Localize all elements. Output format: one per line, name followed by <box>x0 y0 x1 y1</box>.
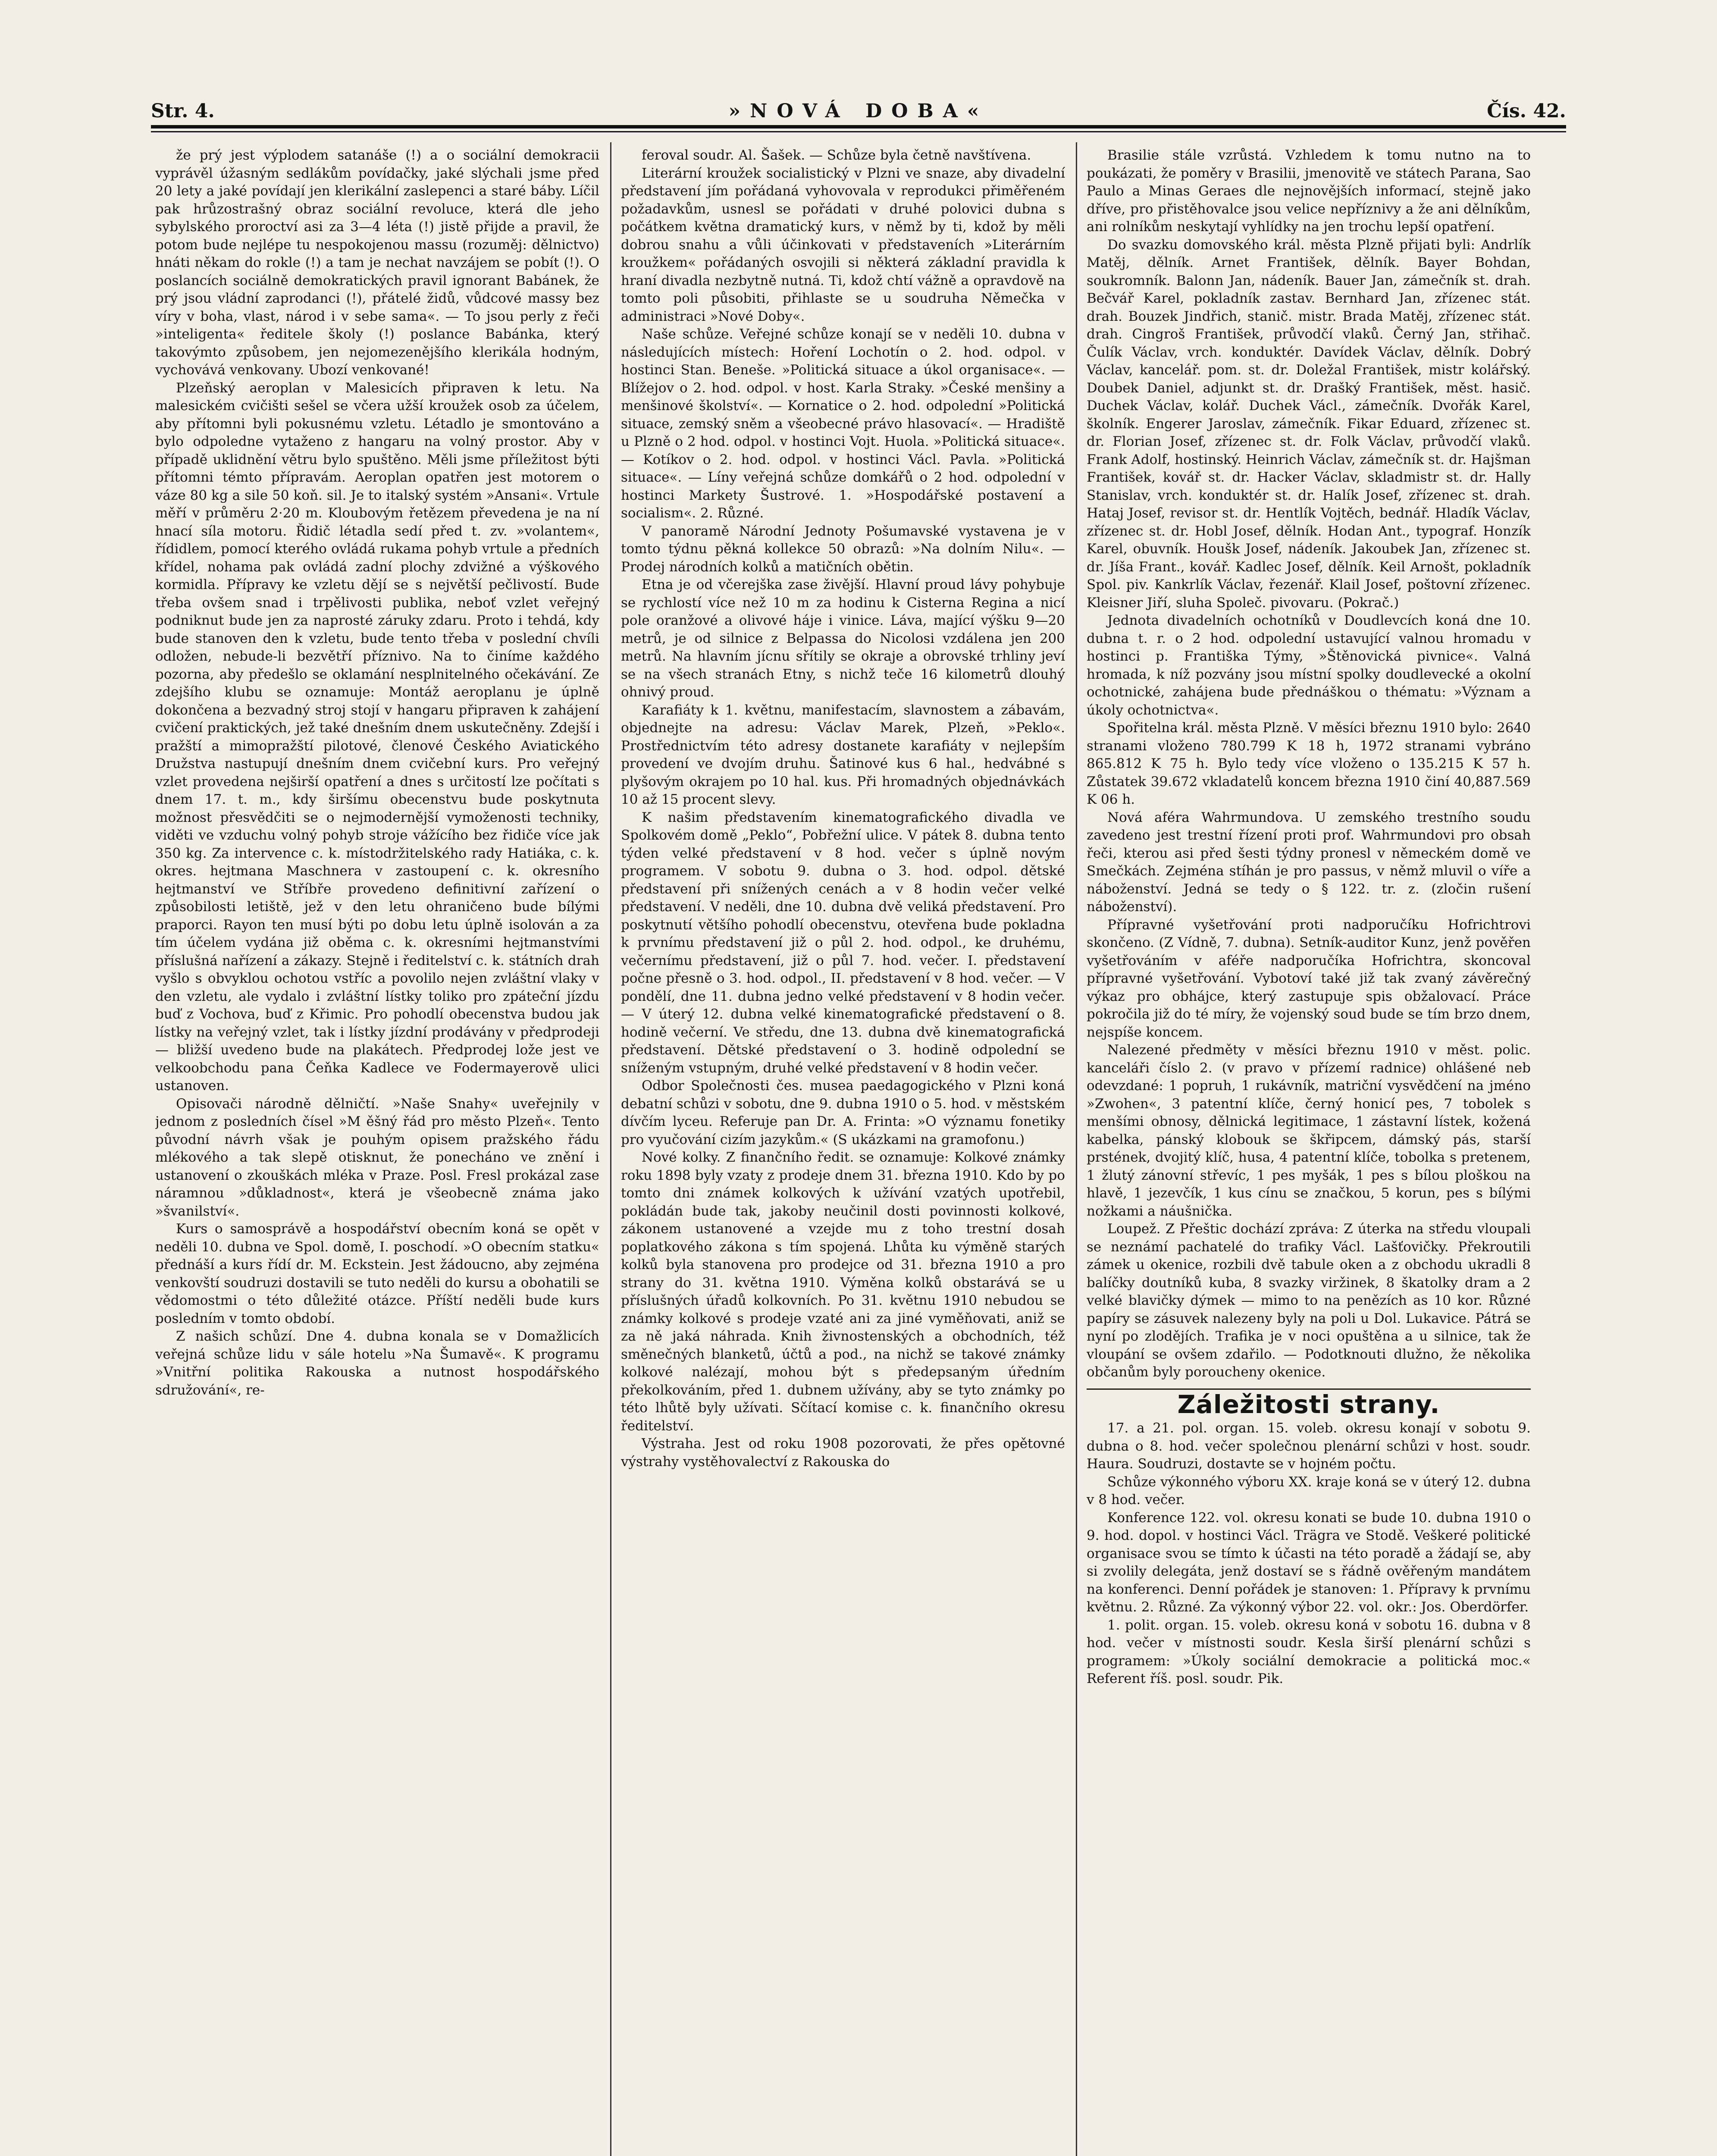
column-3 <box>1087 147 1531 2156</box>
article-etna: Etna je od včerejška zase živější. Hlavní proud lávy pohybuje se rychlostí více než 10 m za hodinu k Cisterna Regina a nicí pole oranžové a olivové háje i vinice. Láva, mající výšku 9—20 metrů, je od silnice z Belpassa do Nicolosi vzdálena jen 200 metrů. Na hlavním jícnu sřítily se okraje a obrovské trhliny jeví se na všech stranách Etny, s nichž teče 16 kilometrů dlouhý ohnivý proud. <box>621 577 1065 700</box>
article-sporitelna: Spořitelna král. města Plzně. V měsíci březnu 1910 bylo: 2640 stranami vloženo 780.799 K 18 h, 1972 stranami vybráno 865.812 K 75 h. Bylo tedy více vloženo o 135.215 K 57 h. Zůstatek 39.672 vkladatelů koncem března 1910 činí 40,887.569 K 06 h. <box>1087 720 1531 807</box>
column-1 <box>155 147 599 2156</box>
party-notice: Schůze výkonného výboru XX. kraje koná se v úterý 12. dubna v 8 hod. večer. <box>1087 1474 1531 1507</box>
article-text: že prý jest výplodem satanáše (!) a o sociální demokracii vyprávěl úžasným sedlákům povídačky, jaké slýchali jsme před 20 lety a jaké povídají jen klerikální zaslepenci a staré báby. Líčil pak hrůzostrašný obraz sociální revoluce, která dle jeho sybylského proroctví asi za 3—4 léta (!) jistě přijde a pravil, že potom bude nejlépe tu nespokojenou massu (rozuměj: dělnictvo) hnáti někam do rokle (!) a tam je nechat navzájem se pobít (!). O poslancích sociálně demokratických pravil ignorant Babánek, že prý jsou vládní zaprodanci (!), přátelé židů, vůdcové massy bez víry v boha, vlast, národ i v sebe sama«. — To jsou perly z řeči »inteligenta« ředitele školy (!) poslance Babánka, který takovýmto způsobem, jen nejomezenějšího klerikála hodným, vychovává venkovany. Ubozí venkované! <box>155 147 599 378</box>
party-notice: 1. polit. organ. 15. voleb. okresu koná v sobotu 16. dubna v 8 hod. večer v místnosti soudr. Kesla širší plenární schůzi s programem: »Úkoly sociální demokracie a politická moc.« Referent říš. posl. soudr. Pik. <box>1087 1617 1531 1686</box>
article-wahrmund: Nová aféra Wahrmundova. U zemského trestního soudu zavedeno jest trestní řízení proti prof. Wahrmundovi pro obsah řeči, kterou asi před šesti týdny pronesl v německém domě ve Smečkách. Zejména stíhán je pro passus, v němž mluvil o víře a náboženství. Jedná se tedy o § 122. tr. z. (zločin rušení náboženství). <box>1087 809 1531 915</box>
article-karafiaty: Karafiáty k 1. květnu, manifestacím, slavnostem a zábavám, objednejte na adresu: Václav Marek, Plzeň, »Peklo«. Prostřednictvím této adresy dostanete karafiáty v nejlepším provedení ve dvojím druhu. Šatinové kus 6 hal., hedvábné s plyšovým okrajem po 10 hal. kus. Při hromadných objednávkách 10 až 15 procent slevy. <box>621 702 1065 807</box>
article-loupez: Loupež. Z Přeštic dochází zpráva: Z úterka na středu vloupali se neznámí pachatelé do trafiky Václ. Lašťovičky. Překroutili zámek u okenice, rozbili dvě tabule oken a z obchodu ukradli 8 balíčky doutníků kuba, 8 svazky viržinek, 8 škatolky dram a 2 velké blavičky dýmek — mimo to na penězích as 10 kor. Různé papíry se zásuvek nalezeny byly na poli u Dol. Lukavice. Pátrá se nyní po zlodějích. Trafika je v noci opuštěna a u silnice, tak že vloupání se ovšem zdařilo. — Podotknouti dlužno, že několika občanům byly poroucheny okenice. <box>1087 1221 1531 1380</box>
article-domovsky-svazek: Do svazku domovského král. města Plzně přijati byli: Andrlík Matěj, dělník. Arnet František, dělník. Bayer Bohdan, soukromník. Balonn Jan, nádeník. Bauer Jan, zámečník st. drah. Bečvář Karel, pokladník zastav. Bernhard Jan, zřízenec stát. drah. Bouzek Jindřich, stanič. mistr. Brada Matěj, zřízenec stát. drah. Cingroš František, průvodčí vlaků. Černý Jan, střihač. Čulík Václav, vrch. konduktér. Davídek Václav, dělník. Dobrý Václav, kancelář. pom. st. dr. Doležal František, mistr kolářský. Doubek Daniel, adjunkt st. dr. Drašký František, měst. hasič. Duchek Václav, kolář. Duchek Václ., zámečník. Dvořák Karel, školník. Engerer Jaroslav, zámečník. Fikar Eduard, zřízenec st. dr. Florian Josef, zřízenec st. dr. Folk Václav, průvodčí vlaků. Frank Adolf, hostinský. Heinrich Václav, zámečník st. dr. Hajšman František, kovář st. dr. Hacker Václav, skladmistr st. dr. Hally Stanislav, vrch. konduktér st. dr. Halík Josef, zřízenec st. drah. Hataj Josef, revisor st. dr. Hentlík Vojtěch, bednář. Hladík Václav, zřízenec st. dr. Hobl Josef, dělník. Hodan Ant., typograf. Honzík Karel, obuvník. Houšk Josef, nádeník. Jakoubek Jan, zřízenec st. dr. Jíša Frant., kovář. Kadlec Josef, dělník. Keil Arnošt, pokladník Spol. piv. Kankrlík Václav, řezenář. Klail Josef, poštovní zřízenec. Kleisner Jiří, sluha Společ. pivovaru. (Pokrač.) <box>1087 237 1531 611</box>
article-hofrichter: Přípravné vyšetřování proti nadporučíku Hofrichtrovi skončeno. (Z Vídně, 7. dubna). Setník-auditor Kunz, jenž pověřen vyšetřováním v aféře nadporučíka Hofrichtra, skoncoval přípravné vyšetřování. Vybotoví také již tak zvaný závěrečný výkaz pro obhájce, který zastupuje spis obžalovací. Práce pokročila již do té míry, že vojenský soud bude se tím brzo dnem, nejspíše koncem. <box>1087 917 1531 1040</box>
article-opisovaci: Opisovači národně dělničtí. »Naše Snahy« uveřejnily v jednom z posledních čísel »M ěšný řád pro město Plzeň«. Tento původní návrh však je pouhým opisem pražského řádu mlékového a tak slepě otisknut, že ponecháno ve znění i ustanovení o zkouškách mléka v Praze. Posl. Fresl prokázal zase náramnou »důkladnost«, která je všeobecně známa jako »švanilství«. <box>155 1096 599 1219</box>
article-text: feroval soudr. Al. Šašek. — Schůze byla četně navštívena. <box>642 147 1031 163</box>
page-number: Str. 4. <box>151 100 215 122</box>
article-schuze: Z našich schůzí. Dne 4. dubna konala se v Domažlicích veřejná schůze lidu v sále hotelu »Na Šumavě«. K programu »Vnitřní politika Rakouska a nutnost hospodářského sdružování«, re- <box>155 1329 599 1398</box>
column-divider <box>610 142 611 2156</box>
article-kolky: Nové kolky. Z finančního ředit. se oznamuje: Kolkové známky roku 1898 byly vzaty z prodeje dnem 31. března 1910. Kdo by po tomto dni známek kolkových k užívání vzatých upotřebil, pokládán bude tak, jakoby neučinil dosti povinnosti kolkové, zákonem ustanovené a vzejde mu z toho trestní dosah poplatkového zákona s tím spojená. Lhůta ku výměně starých kolků byla stanovena pro prodejce od 31. března 1910 a pro strany do 31. května 1910. Výměna kolků obstarává se u příslušných úřadů kolkovních. Po 31. květnu 1910 nebudou se známky kolkové s prodeje vzaté ani za jiné vyměňovati, aniž se za ně jaká náhrada. Knih živnostenských a obchodních, též směnečných blanketů, účtů a pod., na nichž se takové známky kolkové nalézají, mohou být s předepsaným úředním překolkováním, před 1. dubnem užívány, aby se tyto známky po této lhůtě byly užívati. Sčítací komise c. k. finančního okresu ředitelství. <box>621 1150 1065 1434</box>
issue-number: Čís. 42. <box>1487 100 1566 122</box>
article-nalezene-predmety: Nalezené předměty v měsíci březnu 1910 v měst. polic. kanceláři číslo 2. (v pravo v přízemí radnice) ohlášené neb odevzdané: 1 popruh, 1 rukávník, matriční vysvědčení na jméno »Zwohen«, 3 patentní klíče, černý honicí pes, 7 tobolek s menšími obnosy, dělnická legitimace, 1 zástavní lístek, kožená kabelka, pánský klobouk se škřipcem, dámský pás, starší prstének, dvojitý klíč, husa, 4 patentní klíče, tobolka s pretenem, 1 žlutý zánovní střevíc, 1 pes myšák, 1 pes s bílou ploškou na hlavě, 1 jezevčík, 1 kus cínu se značkou, 5 korun, pes s bílými nožkami a náušnička. <box>1087 1042 1531 1219</box>
party-notice: 17. a 21. pol. organ. 15. voleb. okresu konají v sobotu 9. dubna o 8. hod. večer společnou plenární schůzi v host. soudr. Haura. Soudruzi, dostavte se v hojném počtu. <box>1087 1420 1531 1472</box>
article-kurs: Kurs o samosprávě a hospodářství obecním koná se opět v neděli 10. dubna ve Spol. domě, I. poschodí. »O obecním statku« přednáší a kurs řídí dr. M. Eckstein. Jest žádoucno, aby zejména venkovští soudruzi dostavili se tuto neděli do kursu a obohatili se vědomostmi o této důležité otázce. Příští neděli bude kurs posledním v tomto období. <box>155 1221 599 1326</box>
article-musea: Odbor Společnosti čes. musea paedagogického v Plzni koná debatní schůzi v sobotu, dne 9. dubna 1910 o 5. hod. v městském dívčím lyceu. Referuje pan Dr. A. Frinta: »O významu fonetiky pro vyučování cizím jazykům.« (S ukázkami na gramofonu.) <box>621 1078 1065 1147</box>
article-panorama: V panoramě Národní Jednoty Pošumavské vystavena je v tomto týdnu pěkná kollekce 50 obrazů: »Na dolním Nilu«. — Prodej národních kolků a matičních obětin. <box>621 523 1065 575</box>
masthead: »NOVÁ DOBA« <box>728 100 989 122</box>
article-vystraha: Výstraha. Jest od roku 1908 pozorovati, že přes opětovné výstrahy vystěhovalectví z Rakouska do <box>621 1436 1065 1470</box>
section-title: Záležitosti strany. <box>1177 1389 1440 1419</box>
article-kinematograf: K našim představením kinematografického divadla ve Spolkovém domě „Peklo“, Pobřežní ulice. V pátek 8. dubna tento týden velké představení v 8 hod. večer s úplně novým programem. V sobotu 9. dubna o 3. hod. odpol. dětské představení při snížených cenách a v 8 hodin večer velké představení. V neděli, dne 10. dubna dvě veliká představení. Pro poskytnutí většího pohodlí obecenstvu, otevřena bude pokladna k prvnímu představení již o půl 2. hod. odpol., ke druhému, večernímu představení, již o půl 7. hod. večer. I. představení počne přesně o 3. hod. odpol., II. představení v 8 hod. večer. — V pondělí, dne 11. dubna jedno velké představení v 8 hodin večer. — V úterý 12. dubna velké kinematografické představení o 8. hodině večerní. Ve středu, dne 13. dubna dvě kinematografická představení. Dětské představení o 3. hodině odpolední se sníženým vstupným, druhé velké představení v 8 hodin večer. <box>621 809 1065 1076</box>
article-literarni-krouzek: Literární kroužek socialistický v Plzni ve snaze, aby divadelní představení jím pořádaná vyhovovala v reprodukci přiměřeném požadavkům, usnesl se pořádati v druhé polovici dubna s počátkem května dramatický kurs, v němž by ti, kdož by měli dobrou snahu a vůli účinkovati v představeních »Literárním kroužkem« pořádaných osvojili si některá základní pravidla k hraní divadla nezbytně nutná. Ti, kdož chtí vážně a opravdově na tomto poli působiti, přihlaste se u soudruha Němečka v administraci »Nové Doby«. <box>621 165 1065 324</box>
article-text: Brasilie stále vzrůstá. Vzhledem k tomu nutno na to poukázati, že poměry v Brasilii, jmenovitě ve státech Parana, Sao Paulo a Minas Geraes dle nejnovějších informací, stejně jako dříve, pro přistěhovalce jsou velice nepříznivy a že ani dělníkům, ani rolníkům neskytají vyhlídky na jen trochu lepší opatření. <box>1087 147 1531 235</box>
column-2 <box>621 147 1065 2156</box>
column-divider <box>1076 142 1077 2156</box>
header-rule-thin <box>151 131 1566 132</box>
party-notice: Konference 122. vol. okresu konati se bude 10. dubna 1910 o 9. hod. dopol. v hostinci Václ. Trägra ve Stodě. Veškeré politické organisace svou se tímto k účasti na této poradě a žádají se, aby si zvolily delegáta, jenž dostaví se s řádně ověřeným mandátem na konferenci. Denní pořádek je stanoven: 1. Přípravy k prvnímu květnu. 2. Různé. Za výkonný výbor 22. vol. okr.: Jos. Oberdörfer. <box>1087 1510 1531 1615</box>
article-ochotnici: Jednota divadelních ochotníků v Doudlevcích koná dne 10. dubna t. r. o 2 hod. odpolední ustavující valnou hromadu v hostinci p. Františka Týmy, »Štěnovická pivnice«. Valná hromada, k níž pozvány jsou místní spolky doudlevecké a okolní ochotnické, zahájena bude přednáškou o thématu: »Význam a úkoly ochotnictva«. <box>1087 613 1531 718</box>
header-rule-thick <box>151 125 1566 128</box>
article-aeroplan: Plzeňský aeroplan v Malesicích připraven k letu. Na malesickém cvičišti sešel se včera užší kroužek osob za účelem, aby přítomni byli pokusnému vzletu. Létadlo je smontováno a bylo odpoledne vytaženo z hangaru na volný prostor. Aby v případě uklidnění větru bylo spuštěno. Měli jsme příležitost býti přítomni témto přípravám. Aeroplan opatřen jest motorem o váze 80 kg a sile 50 koň. sil. Je to italský systém »Ansani«. Vrtule měří v průměru 2·20 m. Kloubovým řetězem převedena je na ní hnací síla motoru. Řidič létadla sedí před t. zv. »volantem«, řídidlem, pomocí kterého ovládá rukama pohyb vrtule a předních křídel, nohama pak ovládá zadní plochy zdvižné a výškového kormidla. Přípravy ke vzletu dějí se s největší pečlivostí. Bude třeba ovšem snad i trpělivosti publika, neboť vzlet veřejný podniknut bude jen za naprosté záruky zdaru. Proto i tehdá, kdy bude stanoven den k vzletu, bude tento třeba v poslední chvíli odložen, nebude-li bezvětří příznivo. Na to činíme každého pozorna, aby předešlo se oklamání nesplnitelného očekávání. Ze zdejšího klubu se oznamuje: Montáž aeroplanu je úplně dokončena a bezvadný stroj stojí v hangaru připraven k zahájení cvičení praktických, jež také dnešním dnem uskutečněny. Zdejší i pražští a mimopražští pilotové, členové Českého Aviatického Družstva nastupují dnešním dnem cvičební kurs. Pro veřejný vzlet provedena nejširší opatření a dnes s určitostí lze počítati s dnem 17. t. m., kdy širšímu obecenstvu bude poskytnuta možnost přesvědčiti se o nejmodernější vymoženosti techniky, viděti ve vzduchu volný pohyb stroje vážícího bez řidiče více jak 350 kg. Za intervence c. k. místodržitelského rady Hatiáka, c. k. okres. hejtmana Maschnera v zastoupení c. k. okresního hejtmanství ve Stříbře provedeno definitivní zařízení o způsobilosti letiště, jež v den letu ohraničeno bude bílými praporci. Rayon ten musí býti po dobu letu úplně isolován a za tím účelem vydána již oběma c. k. okresními hejtmanstvími příslušná nařízení a zákazy. Stejně i ředitelství c. k. státních drah vyšlo s obvyklou ochotou vstříc a povolilo nejen zvláštní vlaky v den vzletu, ale vydalo i zvláštní lístky toliko pro zpáteční jízdu buď z Vochova, buď z Křimic. Pro pohodlí obecenstva budou jak lístky na veřejný vzlet, tak i lístky jízdní prodávány v předprodeji — bližší uvedeno bude na plakátech. Předprodej lože jest ve velkoobchodu pana Čeňka Kadlece ve Fodermayerově ulici ustanoven. <box>155 380 599 1094</box>
article-nase-schuze: Naše schůze. Veřejné schůze konají se v neděli 10. dubna v následujících místech: Hoření Lochotín o 2. hod. odpol. v hostinci Stan. Beneše. »Politická situace a úkol organisace«. —Blížejov o 2. hod. odpol. v host. Karla Straky. »České menšiny a menšinové školství«. — Kornatice o 2. hod. odpolední »Politická situace, zemský sněm a všeobecné právo hlasovací«. — Hradiště u Plzně o 2 hod. odpol. v hostinci Vojt. Huola. »Politická situace«. — Kotíkov o 2. hod. odpol. v hostinci Václ. Pavla. »Politická situace«. — Líny veřejná schůze domkářů o 2 hod. odpolední v hostinci Markety Šustrové. 1. »Hospodářské postavení a socialism«. 2. Různé. <box>621 326 1065 521</box>
